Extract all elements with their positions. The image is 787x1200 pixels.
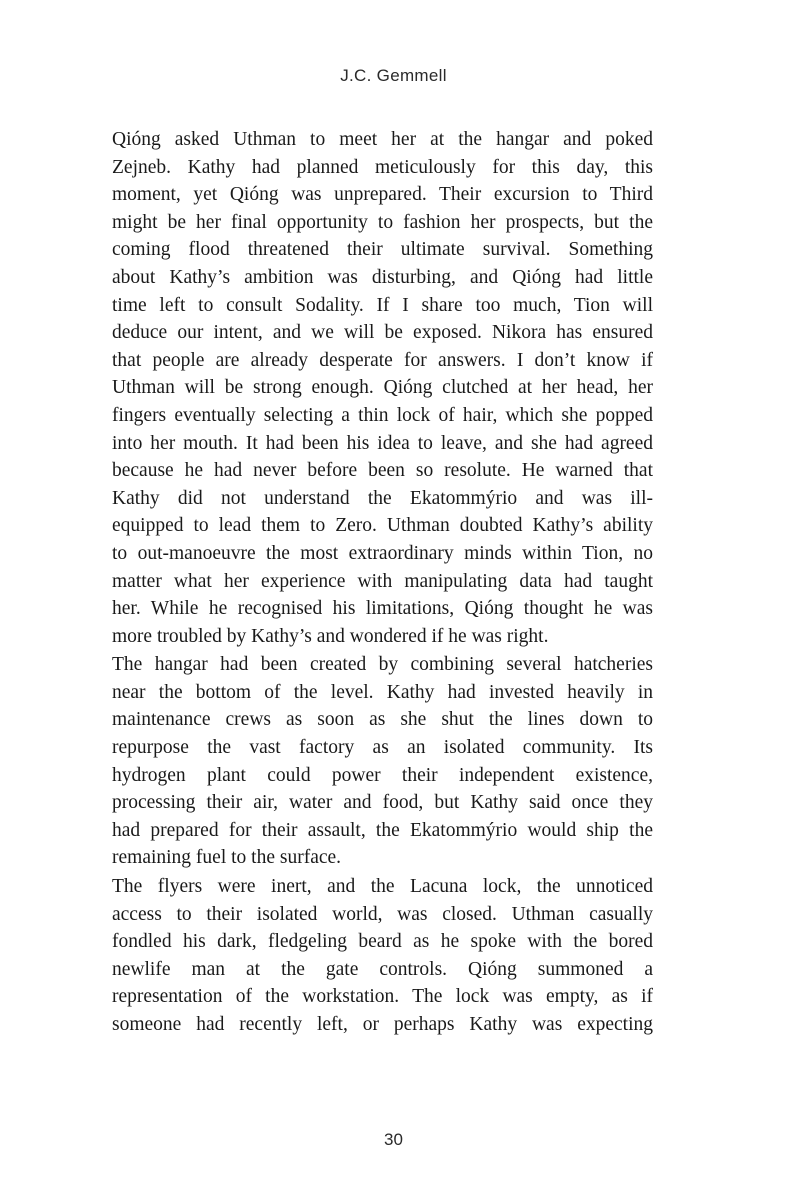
text-line: representation of the workstation. The lock was empty, as if <box>112 986 653 1008</box>
text-line: because he had never before been so resolute. He warned that <box>112 460 653 482</box>
text-line: The flyers were inert, and the Lacuna lock, the unnoticed <box>112 876 653 898</box>
text-line: into her mouth. It had been his idea to leave, and she had agreed <box>112 432 653 454</box>
text-line: fingers eventually selecting a thin lock of hair, which she popped <box>112 404 653 426</box>
text-line: Zejneb. Kathy had planned meticulously for this day, this <box>112 156 653 178</box>
paragraph-2 <box>90 651 653 872</box>
text-line: processing their air, water and food, but Kathy said once they <box>112 792 653 814</box>
text-line: moment, yet Qióng was unprepared. Their excursion to Third <box>112 184 653 206</box>
text-line: Qióng asked Uthman to meet her at the hangar and poked <box>112 129 653 150</box>
author-name: J.C. Gemmell <box>340 66 447 85</box>
text-line: had prepared for their assault, the Ekatommýrio would ship the <box>112 819 653 841</box>
paragraph-3 <box>90 873 653 1039</box>
paragraph-1 <box>90 126 653 650</box>
text-line: The hangar had been created by combining several hatcheries <box>112 654 653 676</box>
text-line: might be her final opportunity to fashion her prospects, but the <box>112 211 653 233</box>
body-text <box>90 126 653 1040</box>
text-line: more troubled by Kathy’s and wondered if he was right. <box>112 625 549 647</box>
running-head <box>0 66 787 86</box>
text-line: fondled his dark, fledgeling beard as he spoke with the bored <box>112 931 653 953</box>
text-line: coming flood threatened their ultimate survival. Something <box>112 239 653 261</box>
text-line: deduce our intent, and we will be exposed. Nikora has ensured <box>112 322 653 344</box>
text-line: matter what her experience with manipulating data had taught <box>112 570 653 592</box>
text-line: that people are already desperate for answers. I don’t know if <box>112 349 653 371</box>
text-line: about Kathy’s ambition was disturbing, and Qióng had little <box>112 266 653 288</box>
text-line: someone had recently left, or perhaps Kathy was expecting <box>112 1014 653 1035</box>
text-line: access to their isolated world, was closed. Uthman casually <box>112 903 653 925</box>
text-line: hydrogen plant could power their independent existence, <box>112 764 653 786</box>
text-line: equipped to lead them to Zero. Uthman doubted Kathy’s ability <box>112 515 653 537</box>
text-line: maintenance crews as soon as she shut the lines down to <box>112 709 653 731</box>
text-line: newlife man at the gate controls. Qióng summoned a <box>112 958 653 980</box>
text-line: to out-manoeuvre the most extraordinary minds within Tion, no <box>112 542 653 564</box>
text-line: repurpose the vast factory as an isolated community. Its <box>112 737 653 759</box>
text-line: near the bottom of the level. Kathy had invested heavily in <box>112 681 653 703</box>
page-number-text: 30 <box>384 1130 403 1149</box>
text-line: remaining fuel to the surface. <box>112 847 342 869</box>
page-number <box>0 1130 787 1150</box>
text-line: time left to consult Sodality. If I share too much, Tion will <box>112 294 653 316</box>
text-line: Uthman will be strong enough. Qióng clutched at her head, her <box>112 377 653 399</box>
text-line: her. While he recognised his limitations, Qióng thought he was <box>112 598 653 620</box>
text-line: Kathy did not understand the Ekatommýrio and was ill- <box>112 487 653 509</box>
